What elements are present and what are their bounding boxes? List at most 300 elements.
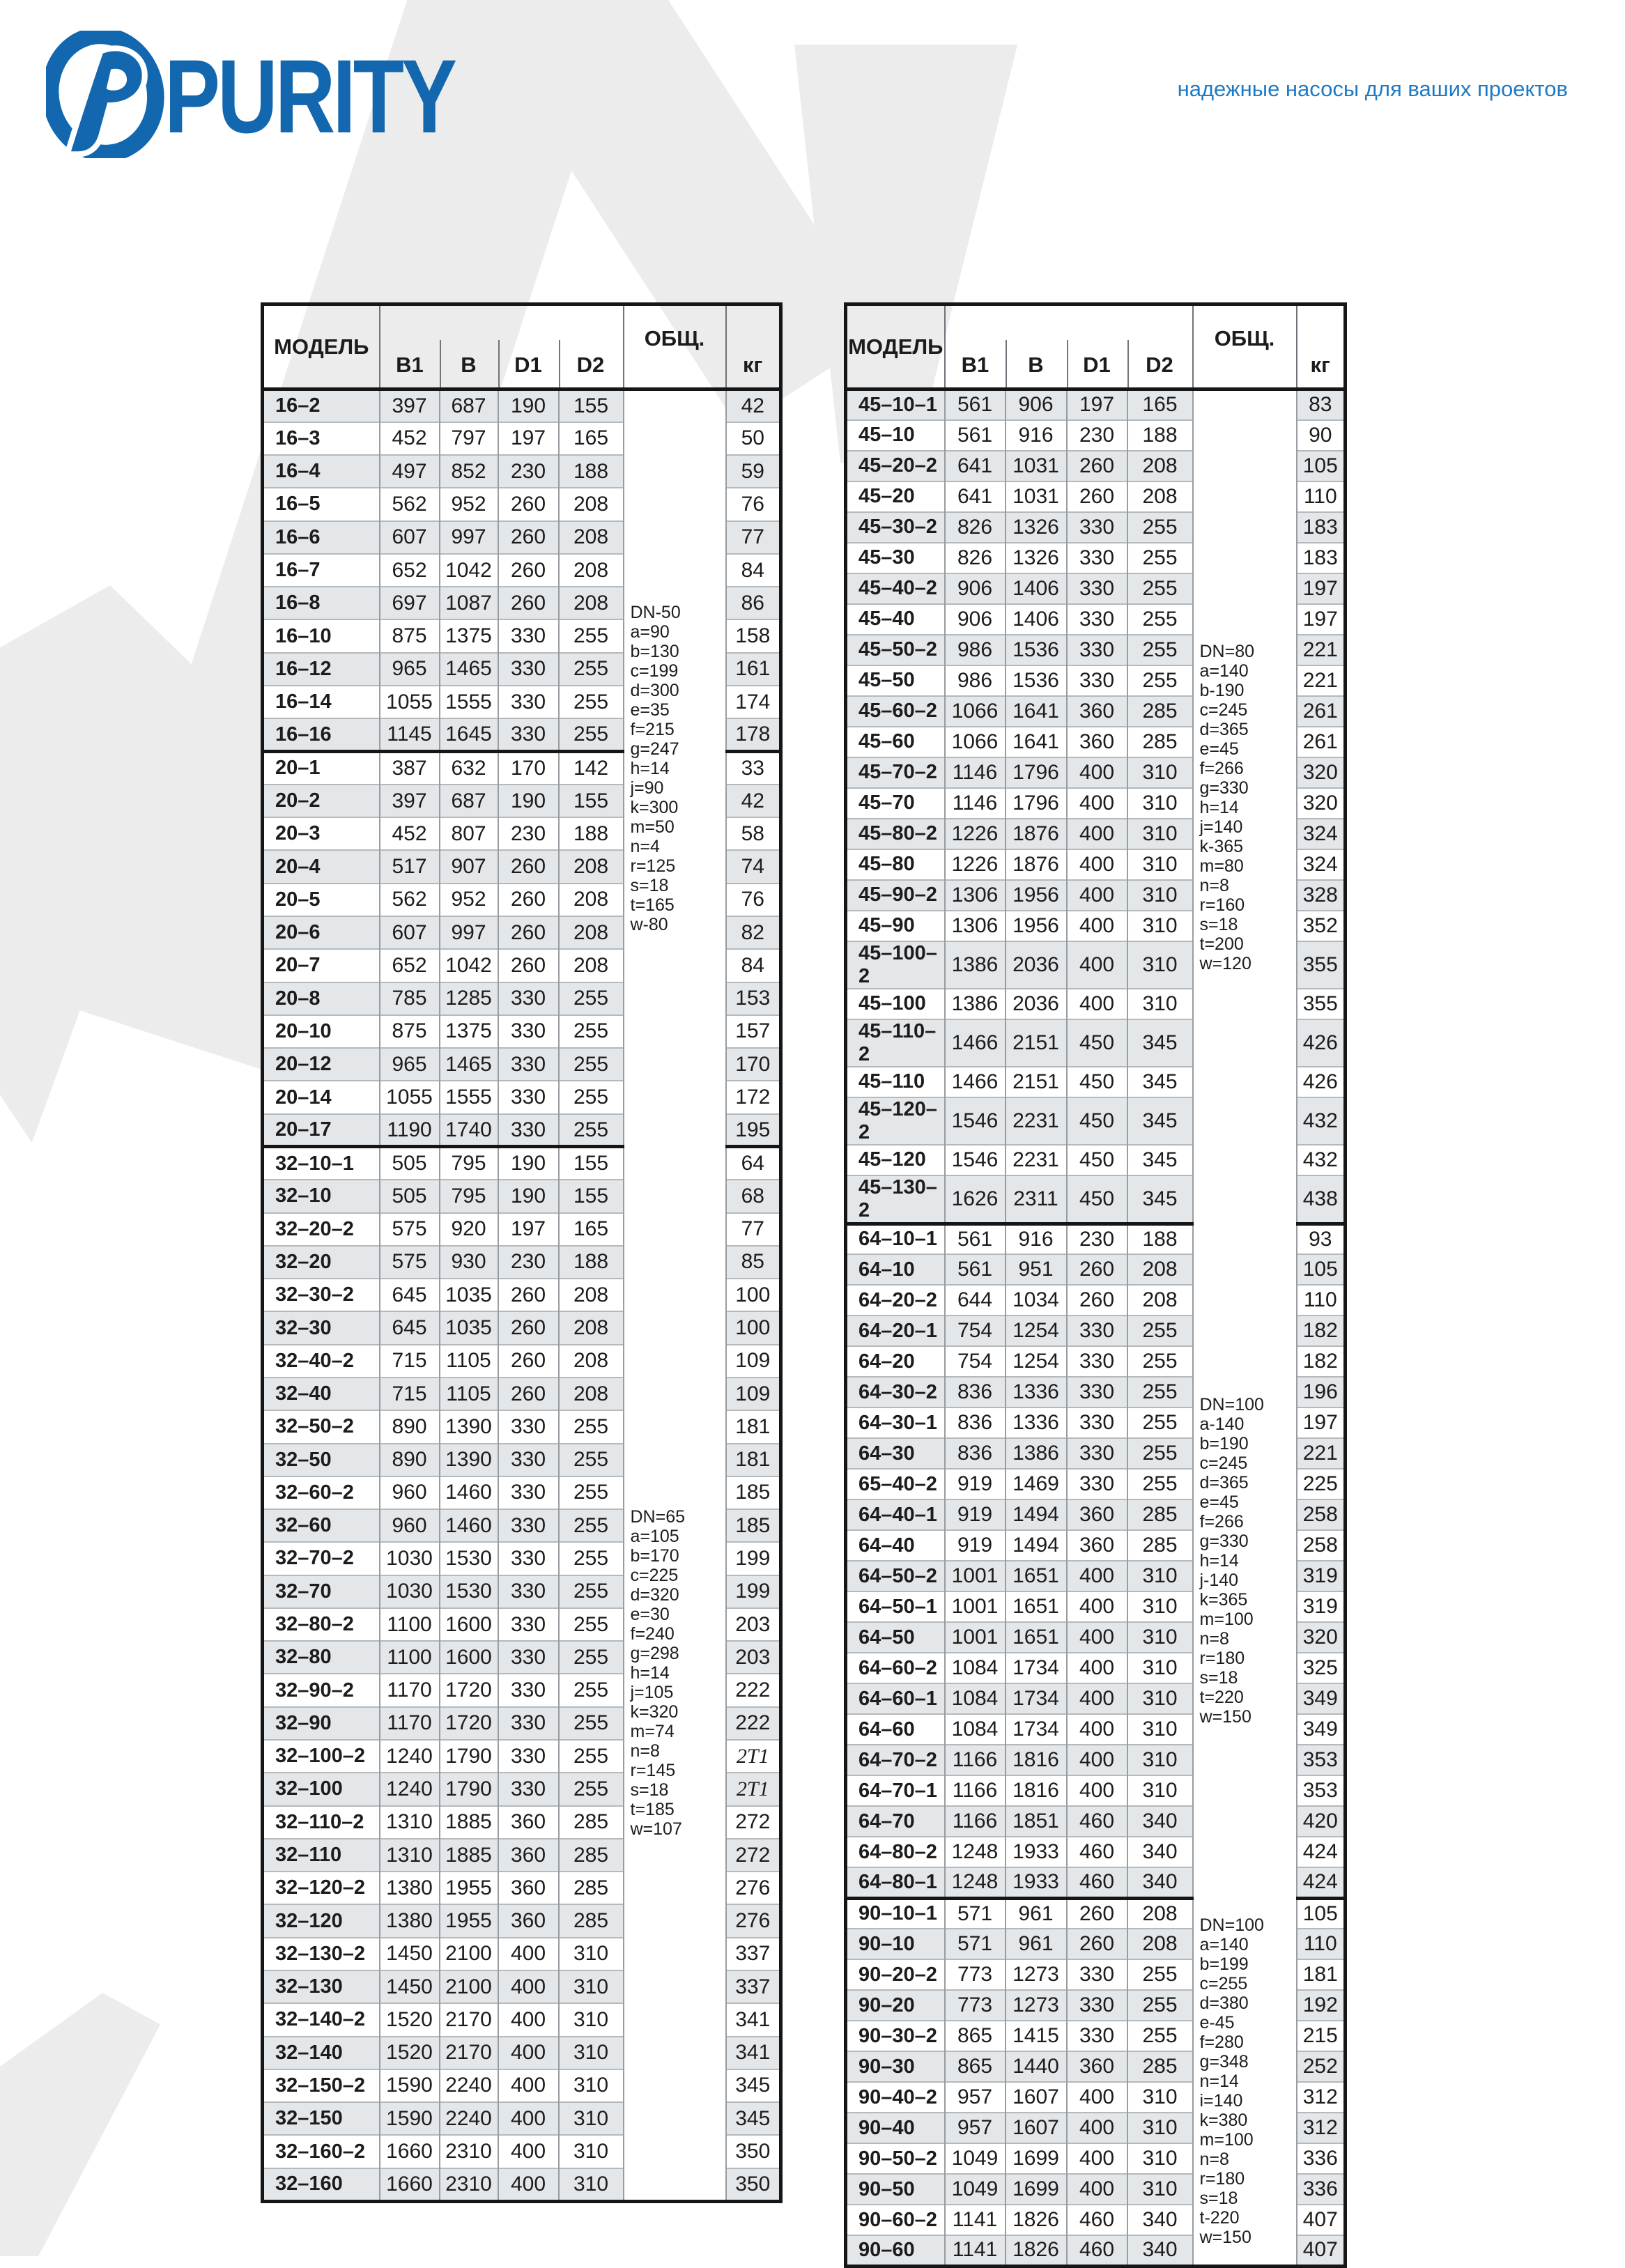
table-row — [263, 1147, 781, 1180]
b1-cell: 836 — [945, 1407, 1006, 1438]
b1-cell: 906 — [945, 573, 1006, 604]
b-cell: 1885 — [440, 1806, 498, 1839]
b1-cell: 697 — [380, 587, 440, 619]
kg-cell: 355 — [1297, 941, 1346, 989]
b1-cell: 957 — [945, 2082, 1006, 2113]
model-cell: 64–80–2 — [846, 1837, 945, 1867]
b1-cell: 1626 — [945, 1175, 1006, 1224]
obsh-note-line: s=18 — [630, 876, 669, 896]
kg-cell: 350 — [726, 2135, 781, 2168]
b1-cell: 836 — [945, 1438, 1006, 1469]
d2-cell: 255 — [1127, 604, 1193, 635]
model-cell: 32–60 — [263, 1509, 380, 1542]
d1-cell: 330 — [1067, 635, 1127, 665]
b-cell: 2311 — [1006, 1175, 1067, 1224]
kg-cell: 197 — [1297, 1407, 1346, 1438]
d2-cell: 255 — [1127, 665, 1193, 696]
b1-cell: 645 — [380, 1311, 440, 1344]
b1-cell: 1466 — [945, 1019, 1006, 1067]
b-cell: 632 — [440, 752, 498, 785]
obsh-note-line: k-365 — [1199, 836, 1244, 856]
d1-cell: 400 — [1067, 1683, 1127, 1714]
b-cell: 1494 — [1006, 1499, 1067, 1530]
d1-cell: 330 — [498, 1114, 559, 1147]
b1-cell: 1546 — [945, 1097, 1006, 1145]
col-header-model: МОДЕЛЬ — [846, 304, 945, 389]
d2-cell: 208 — [559, 587, 624, 619]
b1-cell: 957 — [945, 2113, 1006, 2143]
model-cell: 90–30 — [846, 2051, 945, 2082]
model-cell: 16–8 — [263, 587, 380, 619]
d2-cell: 188 — [559, 1246, 624, 1279]
b1-cell: 1084 — [945, 1683, 1006, 1714]
b-cell: 1285 — [440, 982, 498, 1015]
kg-cell: 158 — [726, 619, 781, 652]
b1-cell: 1084 — [945, 1714, 1006, 1745]
b1-cell: 836 — [945, 1377, 1006, 1407]
b1-cell: 1146 — [945, 757, 1006, 788]
model-cell: 20–7 — [263, 949, 380, 982]
table-row — [846, 1898, 1346, 1929]
model-cell: 32–110 — [263, 1839, 380, 1872]
d2-cell: 255 — [559, 1773, 624, 1805]
kg-cell: 42 — [726, 389, 781, 422]
b-cell: 795 — [440, 1180, 498, 1212]
model-cell: 90–20–2 — [846, 1959, 945, 1990]
b1-cell: 1226 — [945, 849, 1006, 880]
model-cell: 32–120–2 — [263, 1872, 380, 1904]
obsh-notes-block — [624, 1507, 725, 1839]
obsh-note-line: j=90 — [630, 778, 664, 799]
d1-cell: 330 — [498, 1444, 559, 1476]
obsh-note-line: h=14 — [630, 1663, 670, 1683]
b-cell: 997 — [440, 916, 498, 949]
kg-cell: 84 — [726, 949, 781, 982]
obsh-note-line: e=30 — [630, 1605, 670, 1625]
b1-cell: 452 — [380, 817, 440, 850]
b1-cell: 1030 — [380, 1542, 440, 1575]
b1-cell: 1380 — [380, 1904, 440, 1937]
obsh-note-line: w-80 — [630, 915, 668, 935]
b-cell: 1826 — [1006, 2235, 1067, 2266]
d2-cell: 285 — [1127, 2051, 1193, 2082]
kg-cell: 438 — [1297, 1175, 1346, 1224]
b-cell: 1955 — [440, 1904, 498, 1937]
obsh-note-line: DN=100 — [1199, 1915, 1264, 1935]
kg-cell: 181 — [726, 1444, 781, 1476]
table-row — [846, 389, 1346, 420]
d2-cell: 255 — [559, 619, 624, 652]
d1-cell: 330 — [1067, 543, 1127, 573]
d1-cell: 360 — [498, 1806, 559, 1839]
b1-cell: 965 — [380, 653, 440, 686]
kg-cell: 74 — [726, 850, 781, 883]
b-cell: 1933 — [1006, 1867, 1067, 1898]
d1-cell: 260 — [498, 1279, 559, 1311]
kg-cell: 221 — [1297, 665, 1346, 696]
kg-cell: 64 — [726, 1147, 781, 1180]
model-cell: 32–160 — [263, 2168, 380, 2202]
model-cell: 32–20–2 — [263, 1213, 380, 1246]
b-cell: 797 — [440, 422, 498, 455]
model-cell: 64–80–1 — [846, 1867, 945, 1898]
obsh-note-line: w=120 — [1199, 953, 1252, 973]
d2-cell: 188 — [559, 455, 624, 488]
kg-cell: 76 — [726, 884, 781, 916]
d1-cell: 460 — [1067, 2205, 1127, 2235]
watermark-shape — [0, 1993, 160, 2256]
kg-cell: 345 — [726, 2102, 781, 2135]
kg-cell: 341 — [726, 2037, 781, 2069]
kg-cell: 337 — [726, 1938, 781, 1970]
d2-cell: 155 — [559, 389, 624, 422]
model-cell: 64–20 — [846, 1346, 945, 1377]
b1-cell: 1386 — [945, 941, 1006, 989]
kg-cell: 161 — [726, 653, 781, 686]
model-cell: 20–1 — [263, 752, 380, 785]
b1-cell: 773 — [945, 1959, 1006, 1990]
d1-cell: 460 — [1067, 2235, 1127, 2266]
b-cell: 1876 — [1006, 819, 1067, 849]
d2-cell: 340 — [1127, 1837, 1193, 1867]
b-cell: 1851 — [1006, 1806, 1067, 1837]
d2-cell: 310 — [1127, 819, 1193, 849]
model-cell: 45–70 — [846, 788, 945, 819]
model-cell: 32–110–2 — [263, 1806, 380, 1839]
col-header-b: B — [1006, 304, 1067, 389]
kg-cell: 319 — [1297, 1591, 1346, 1622]
obsh-note-line: d=300 — [630, 681, 679, 701]
b1-cell: 1660 — [380, 2135, 440, 2168]
d1-cell: 230 — [1067, 420, 1127, 451]
d1-cell: 400 — [1067, 1622, 1127, 1653]
col-header-b1: B1 — [380, 304, 440, 389]
kg-cell: 86 — [726, 587, 781, 619]
b-cell: 916 — [1006, 420, 1067, 451]
d2-cell: 255 — [559, 1575, 624, 1608]
brand-tagline: надежные насосы для ваших проектов — [1177, 77, 1568, 101]
d2-cell: 310 — [559, 1938, 624, 1970]
model-cell: 45–80–2 — [846, 819, 945, 849]
d1-cell: 360 — [1067, 1530, 1127, 1561]
b-cell: 2100 — [440, 1938, 498, 1970]
spec-table — [261, 302, 783, 2203]
d2-cell: 208 — [559, 949, 624, 982]
b1-cell: 960 — [380, 1476, 440, 1509]
d2-cell: 255 — [559, 718, 624, 751]
obsh-note-line: a=140 — [1199, 661, 1249, 681]
obsh-note-line: DN=65 — [630, 1507, 686, 1527]
d1-cell: 400 — [498, 2069, 559, 2102]
model-cell: 32–90 — [263, 1707, 380, 1740]
model-cell: 32–130–2 — [263, 1938, 380, 1970]
b-cell: 1406 — [1006, 573, 1067, 604]
col-header-d1: D1 — [1067, 304, 1127, 389]
model-cell: 45–90 — [846, 911, 945, 941]
b1-cell: 1100 — [380, 1641, 440, 1674]
model-cell: 90–40–2 — [846, 2082, 945, 2113]
d1-cell: 460 — [1067, 1837, 1127, 1867]
b-cell: 1536 — [1006, 665, 1067, 696]
d1-cell: 330 — [498, 982, 559, 1015]
d1-cell: 400 — [1067, 2174, 1127, 2205]
obsh-note-line: t=220 — [1199, 1688, 1244, 1707]
d2-cell: 208 — [1127, 1285, 1193, 1316]
b-cell: 687 — [440, 389, 498, 422]
model-cell: 45–70–2 — [846, 757, 945, 788]
d2-cell: 310 — [1127, 757, 1193, 788]
d1-cell: 260 — [498, 884, 559, 916]
b-cell: 1885 — [440, 1839, 498, 1872]
d1-cell: 230 — [1067, 1224, 1127, 1254]
b1-cell: 1170 — [380, 1707, 440, 1740]
model-cell: 45–20–2 — [846, 451, 945, 481]
d2-cell: 310 — [559, 2069, 624, 2102]
kg-cell: 420 — [1297, 1806, 1346, 1837]
d1-cell: 360 — [1067, 696, 1127, 727]
obsh-notes-block — [1194, 1915, 1296, 2247]
model-cell: 16–6 — [263, 521, 380, 554]
d1-cell: 360 — [498, 1839, 559, 1872]
b1-cell: 986 — [945, 635, 1006, 665]
model-cell: 64–50 — [846, 1622, 945, 1653]
d2-cell: 310 — [1127, 1622, 1193, 1653]
d2-cell: 255 — [559, 1114, 624, 1147]
d2-cell: 285 — [1127, 1530, 1193, 1561]
b-cell: 1651 — [1006, 1622, 1067, 1653]
model-cell: 45–20 — [846, 481, 945, 512]
model-cell: 64–10 — [846, 1254, 945, 1285]
d2-cell: 142 — [559, 752, 624, 785]
b1-cell: 1166 — [945, 1806, 1006, 1837]
model-cell: 64–10–1 — [846, 1224, 945, 1254]
b-cell: 2240 — [440, 2069, 498, 2102]
d2-cell: 255 — [1127, 1990, 1193, 2021]
d2-cell: 310 — [1127, 911, 1193, 941]
model-cell: 45–50 — [846, 665, 945, 696]
obsh-note-line: j=105 — [630, 1683, 674, 1703]
model-cell: 32–80–2 — [263, 1608, 380, 1641]
model-cell: 45–30 — [846, 543, 945, 573]
kg-cell: 350 — [726, 2168, 781, 2202]
b-cell: 1042 — [440, 949, 498, 982]
b1-cell: 652 — [380, 554, 440, 587]
b-cell: 2036 — [1006, 989, 1067, 1019]
b1-cell: 965 — [380, 1048, 440, 1081]
b-cell: 1087 — [440, 587, 498, 619]
model-cell: 45–50–2 — [846, 635, 945, 665]
kg-cell: 215 — [1297, 2021, 1346, 2051]
b-cell: 1790 — [440, 1740, 498, 1773]
col-header-kg: кг — [1297, 304, 1346, 389]
kg-cell: 341 — [726, 2003, 781, 2036]
b-cell: 1816 — [1006, 1775, 1067, 1806]
d2-cell: 285 — [1127, 727, 1193, 757]
b1-cell: 1084 — [945, 1653, 1006, 1683]
d1-cell: 400 — [498, 2135, 559, 2168]
b1-cell: 1049 — [945, 2174, 1006, 2205]
model-cell: 32–160–2 — [263, 2135, 380, 2168]
d2-cell: 255 — [559, 1410, 624, 1443]
model-cell: 16–2 — [263, 389, 380, 422]
kg-cell: 76 — [726, 488, 781, 520]
obsh-note-line: g=348 — [1199, 2051, 1249, 2072]
d1-cell: 460 — [1067, 1806, 1127, 1837]
obsh-notes-cell — [624, 389, 726, 1147]
d2-cell: 310 — [1127, 2082, 1193, 2113]
b1-cell: 1066 — [945, 696, 1006, 727]
d1-cell: 260 — [498, 1378, 559, 1410]
b-cell: 1460 — [440, 1476, 498, 1509]
model-cell: 45–60 — [846, 727, 945, 757]
model-cell: 16–5 — [263, 488, 380, 520]
obsh-note-line: f=266 — [1199, 1512, 1244, 1532]
b1-cell: 562 — [380, 884, 440, 916]
col-header-model: МОДЕЛЬ — [263, 304, 380, 389]
model-cell: 32–10–1 — [263, 1147, 380, 1180]
b-cell: 1035 — [440, 1311, 498, 1344]
kg-cell: 258 — [1297, 1499, 1346, 1530]
b1-cell: 497 — [380, 455, 440, 488]
b-cell: 1536 — [1006, 635, 1067, 665]
model-cell: 32–140–2 — [263, 2003, 380, 2036]
kg-cell: 109 — [726, 1378, 781, 1410]
d2-cell: 165 — [1127, 389, 1193, 420]
b1-cell: 571 — [945, 1929, 1006, 1959]
b-cell: 852 — [440, 455, 498, 488]
kg-cell: 345 — [726, 2069, 781, 2102]
model-cell: 64–40–1 — [846, 1499, 945, 1530]
d1-cell: 400 — [1067, 1775, 1127, 1806]
d2-cell: 340 — [1127, 2235, 1193, 2266]
kg-cell: 170 — [726, 1048, 781, 1081]
b-cell: 2231 — [1006, 1145, 1067, 1175]
kg-cell: 272 — [726, 1839, 781, 1872]
d2-cell: 255 — [559, 1707, 624, 1740]
kg-cell: 157 — [726, 1015, 781, 1048]
b1-cell: 397 — [380, 389, 440, 422]
d2-cell: 310 — [1127, 2143, 1193, 2174]
d1-cell: 330 — [1067, 1438, 1127, 1469]
d1-cell: 197 — [498, 1213, 559, 1246]
kg-cell: 353 — [1297, 1745, 1346, 1775]
d1-cell: 450 — [1067, 1097, 1127, 1145]
d2-cell: 345 — [1127, 1067, 1193, 1097]
b-cell: 1406 — [1006, 604, 1067, 635]
d1-cell: 330 — [498, 1476, 559, 1509]
b1-cell: 865 — [945, 2051, 1006, 2082]
obsh-note-line: n=8 — [630, 1741, 660, 1761]
d1-cell: 197 — [1067, 389, 1127, 420]
obsh-note-line: g=330 — [1199, 1532, 1249, 1551]
d1-cell: 400 — [1067, 2143, 1127, 2174]
obsh-note-line: c=245 — [1199, 700, 1248, 720]
d1-cell: 360 — [498, 1872, 559, 1904]
col-header-d1: D1 — [498, 304, 559, 389]
d2-cell: 255 — [559, 1015, 624, 1048]
d1-cell: 400 — [1067, 819, 1127, 849]
kg-cell: 109 — [726, 1345, 781, 1378]
b1-cell: 607 — [380, 521, 440, 554]
obsh-note-line: g=330 — [1199, 778, 1249, 798]
kg-cell: 328 — [1297, 880, 1346, 911]
b-cell: 1336 — [1006, 1407, 1067, 1438]
model-cell: 32–90–2 — [263, 1674, 380, 1706]
b-cell: 1645 — [440, 718, 498, 751]
model-cell: 64–60 — [846, 1714, 945, 1745]
obsh-notes-block — [624, 603, 725, 934]
d1-cell: 260 — [498, 521, 559, 554]
d1-cell: 330 — [498, 1048, 559, 1081]
b-cell: 952 — [440, 884, 498, 916]
model-cell: 64–70 — [846, 1806, 945, 1837]
d1-cell: 260 — [1067, 451, 1127, 481]
b1-cell: 960 — [380, 1509, 440, 1542]
d1-cell: 330 — [498, 1707, 559, 1740]
model-cell: 20–12 — [263, 1048, 380, 1081]
b-cell: 1720 — [440, 1707, 498, 1740]
b1-cell: 826 — [945, 543, 1006, 573]
obsh-note-line: n=14 — [1199, 2071, 1239, 2091]
kg-cell: 319 — [1297, 1561, 1346, 1591]
model-cell: 64–70–2 — [846, 1745, 945, 1775]
b-cell: 1273 — [1006, 1959, 1067, 1990]
d2-cell: 310 — [559, 2102, 624, 2135]
b-cell: 1465 — [440, 1048, 498, 1081]
obsh-note-line: m=100 — [1199, 2129, 1254, 2150]
model-cell: 16–4 — [263, 455, 380, 488]
d2-cell: 255 — [559, 982, 624, 1015]
model-cell: 20–2 — [263, 785, 380, 817]
kg-cell: 33 — [726, 752, 781, 785]
model-cell: 16–12 — [263, 653, 380, 686]
d1-cell: 330 — [498, 1674, 559, 1706]
obsh-note-line: g=247 — [630, 739, 679, 759]
obsh-note-line: f=215 — [630, 720, 675, 740]
obsh-note-line: c=245 — [1199, 1453, 1248, 1473]
obsh-note-line: e=45 — [1199, 739, 1239, 759]
d1-cell: 260 — [1067, 1254, 1127, 1285]
b1-cell: 561 — [945, 420, 1006, 451]
model-cell: 45–90–2 — [846, 880, 945, 911]
d2-cell: 255 — [1127, 2021, 1193, 2051]
d1-cell: 400 — [498, 2003, 559, 2036]
kg-cell: 93 — [1297, 1224, 1346, 1254]
kg-cell: 178 — [726, 718, 781, 751]
col-header-d2: D2 — [1127, 304, 1193, 389]
obsh-note-line: h=14 — [630, 759, 670, 779]
d2-cell: 255 — [559, 1444, 624, 1476]
obsh-note-line: d=320 — [630, 1585, 679, 1605]
d1-cell: 330 — [1067, 1959, 1127, 1990]
b1-cell: 1660 — [380, 2168, 440, 2202]
model-cell: 64–50–2 — [846, 1561, 945, 1591]
kg-cell: 352 — [1297, 911, 1346, 941]
d1-cell: 330 — [498, 1542, 559, 1575]
b-cell: 1607 — [1006, 2082, 1067, 2113]
kg-cell: 181 — [726, 1410, 781, 1443]
b1-cell: 890 — [380, 1444, 440, 1476]
b1-cell: 919 — [945, 1469, 1006, 1499]
header-row — [846, 304, 1346, 389]
obsh-note-line: j-140 — [1199, 1571, 1239, 1590]
kg-cell: 182 — [1297, 1346, 1346, 1377]
b-cell: 1440 — [1006, 2051, 1067, 2082]
b-cell: 2231 — [1006, 1097, 1067, 1145]
model-cell: 64–30–1 — [846, 1407, 945, 1438]
b1-cell: 919 — [945, 1530, 1006, 1561]
obsh-note-line: b=130 — [630, 642, 679, 662]
